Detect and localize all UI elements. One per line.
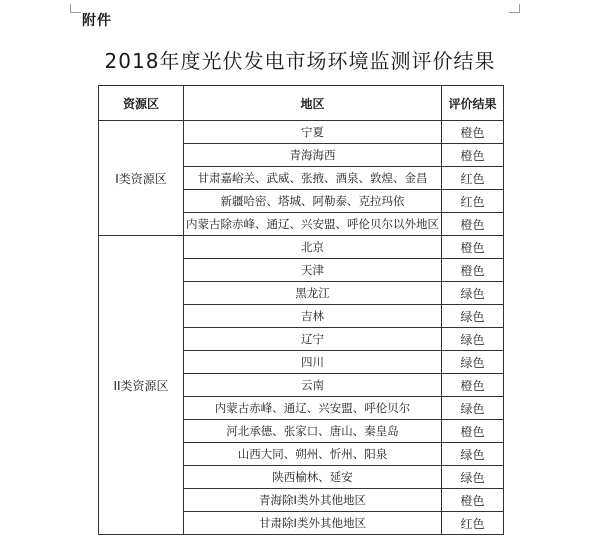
table-header-row <box>99 86 504 121</box>
header-zone: 资源区 <box>99 86 184 121</box>
region-cell: 内蒙古赤峰、通辽、兴安盟、呼伦贝尔 <box>184 397 442 420</box>
result-cell: 橙色 <box>442 489 504 512</box>
page-corner-mark-left <box>70 4 81 13</box>
zone-cell: II类资源区 <box>99 236 184 535</box>
region-cell: 辽宁 <box>184 328 442 351</box>
header-result: 评价结果 <box>442 86 504 121</box>
result-cell: 橙色 <box>442 259 504 282</box>
document-title: 2018年度光伏发电市场环境监测评价结果 <box>104 49 496 73</box>
result-cell: 绿色 <box>442 443 504 466</box>
result-cell: 橙色 <box>442 420 504 443</box>
result-cell: 红色 <box>442 512 504 535</box>
result-cell: 橙色 <box>442 236 504 259</box>
region-cell: 陕西榆林、延安 <box>184 466 442 489</box>
result-cell: 绿色 <box>442 351 504 374</box>
evaluation-table <box>98 85 504 535</box>
result-cell: 红色 <box>442 167 504 190</box>
region-cell: 甘肃除I类外其他地区 <box>184 512 442 535</box>
result-cell: 绿色 <box>442 397 504 420</box>
region-cell: 北京 <box>184 236 442 259</box>
table-row <box>99 236 504 259</box>
result-cell: 红色 <box>442 190 504 213</box>
region-cell: 青海海西 <box>184 144 442 167</box>
region-cell: 天津 <box>184 259 442 282</box>
result-cell: 橙色 <box>442 374 504 397</box>
region-cell: 甘肃嘉峪关、武威、张掖、酒泉、敦煌、金昌 <box>184 167 442 190</box>
region-cell: 云南 <box>184 374 442 397</box>
result-cell: 橙色 <box>442 121 504 144</box>
region-cell: 四川 <box>184 351 442 374</box>
region-cell: 河北承德、张家口、唐山、秦皇岛 <box>184 420 442 443</box>
page-corner-mark-right <box>509 4 520 13</box>
region-cell: 青海除I类外其他地区 <box>184 489 442 512</box>
header-region: 地区 <box>184 86 442 121</box>
result-cell: 绿色 <box>442 328 504 351</box>
region-cell: 内蒙古除赤峰、通辽、兴安盟、呼伦贝尔以外地区 <box>184 213 442 236</box>
result-cell: 绿色 <box>442 305 504 328</box>
attachment-label: 附件 <box>82 13 112 29</box>
zone-cell: I类资源区 <box>99 121 184 236</box>
region-cell: 新疆哈密、塔城、阿勒泰、克拉玛依 <box>184 190 442 213</box>
result-cell: 橙色 <box>442 213 504 236</box>
region-cell: 黑龙江 <box>184 282 442 305</box>
region-cell: 山西大同、朔州、忻州、阳泉 <box>184 443 442 466</box>
result-cell: 绿色 <box>442 282 504 305</box>
region-cell: 宁夏 <box>184 121 442 144</box>
region-cell: 吉林 <box>184 305 442 328</box>
result-cell: 橙色 <box>442 144 504 167</box>
result-cell: 绿色 <box>442 466 504 489</box>
table-row <box>99 121 504 144</box>
